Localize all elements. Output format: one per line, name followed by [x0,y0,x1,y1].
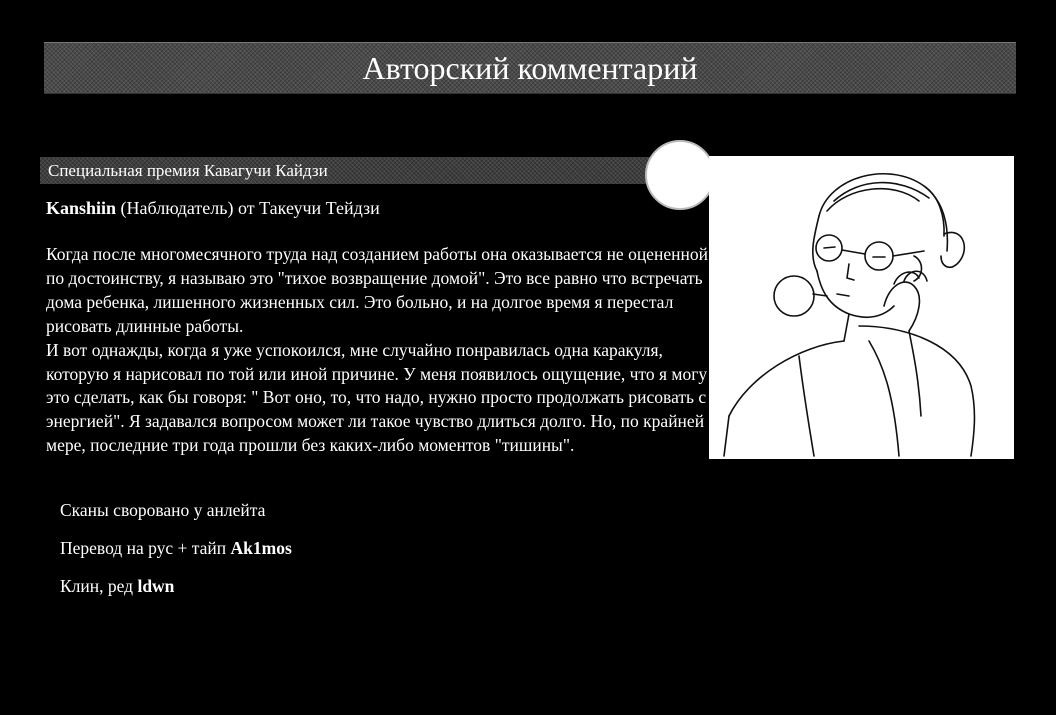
page-title: Авторский комментарий [362,50,698,86]
credit-text: Клин, ред [60,576,138,596]
credit-name: Ak1mos [230,538,292,558]
work-title [46,198,380,219]
work-title-rest: (Наблюдатель) от Такеучи Тейдзи [116,198,380,218]
credit-line [60,538,292,559]
sketch-drawing [709,156,1014,459]
comment-paragraph: Когда после многомесячного труда над созданием работы она оказывается не оцененной по достоинству, я называю это "тихое возвращение домой". Это все равно что встречать дома ребенка, лишенного жизненных сил. Это больно, и на долгое время я перестал рисовать длинные работы. [46,244,708,336]
decorative-circle [645,140,715,210]
award-banner [40,157,680,184]
award-label: Специальная премия Кавагучи Кайдзи [48,161,328,180]
work-title-name: Kanshiin [46,198,117,218]
author-sketch-illustration [709,156,1014,459]
header-banner [44,42,1016,94]
credit-text: Перевод на рус + тайп [60,538,231,558]
credit-line [60,500,265,521]
author-comment [46,243,711,458]
credit-text: Сканы своровано у анлейта [60,500,266,520]
comment-paragraph: И вот однажды, когда я уже успокоился, мне случайно понравилась одна каракуля, которую я нарисовал по той или иной причине. У меня появилось ощущение, что я могу это сделать, как бы говоря: " Вот оно, то, что надо, нужно просто продолжать рисовать с энергией". Я задавался вопросом может ли такое чувство длиться долго. Но, по крайней мере, последние три года прошли без каких-либо моментов "тишины". [46,339,708,456]
credit-name: ldwn [137,576,175,596]
credit-line [60,576,174,597]
